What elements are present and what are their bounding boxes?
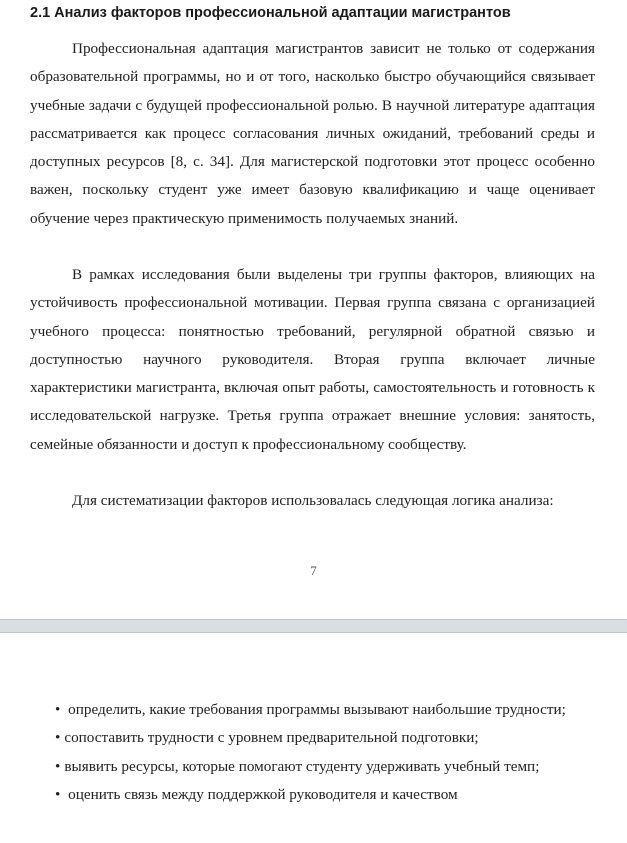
list-item-text: определить, какие требования программы вызывают наибольшие трудности;	[68, 701, 566, 718]
bullet-marker: •	[55, 785, 61, 803]
page-separator	[0, 619, 627, 633]
body-paragraph: Для систематизации факторов использовалась следующая логика анализа:	[72, 492, 554, 509]
list-item-text: оценить связь между поддержкой руководителя и качеством	[68, 785, 458, 803]
section-heading: 2.1 Анализ факторов профессиональной адаптации магистрантов	[30, 5, 511, 21]
page-number: 7	[310, 563, 317, 578]
list-item	[55, 724, 595, 752]
document-page-8	[0, 633, 627, 843]
list-item	[55, 696, 595, 724]
list-item	[55, 781, 595, 809]
bullet-marker: •	[55, 729, 61, 747]
list-item-text: сопоставить трудности с уровнем предварительной подготовки;	[64, 729, 479, 747]
bullet-marker: •	[55, 757, 61, 775]
list-item-text: выявить ресурсы, которые помогают студенту удерживать учебный темп;	[64, 757, 540, 775]
analysis-steps-list	[55, 696, 595, 809]
body-paragraph: В рамках исследования были выделены три группы факторов, влияющих на устойчивость профессиональной мотивации. Первая группа связана с организацией учебного процесса: понятностью требований, регулярной обратной связью и доступностью научного руководителя. Вторая группа включает личные характеристики магистранта, включая опыт работы, самостоятельность и готовность к исследовательской нагрузке. Третья группа отражает внешние условия: занятость, семейные обязанности и доступ к профессиональному сообществу.	[30, 266, 595, 453]
bullet-marker: •	[55, 701, 61, 718]
body-paragraph: Профессиональная адаптация магистрантов зависит не только от содержания образовательной программы, но и от того, насколько быстро обучающийся связывает учебные задачи с будущей профессиональной ролью. В научной литературе адаптация рассматривается как процесс согласования личных ожиданий, требований среды и доступных ресурсов [8, с. 34]. Для магистерской подготовки этот процесс особенно важен, поскольку студент уже имеет базовую квалификацию и чаще оценивает обучение через практическую применимость получаемых знаний.	[30, 40, 595, 227]
list-item	[55, 753, 595, 781]
